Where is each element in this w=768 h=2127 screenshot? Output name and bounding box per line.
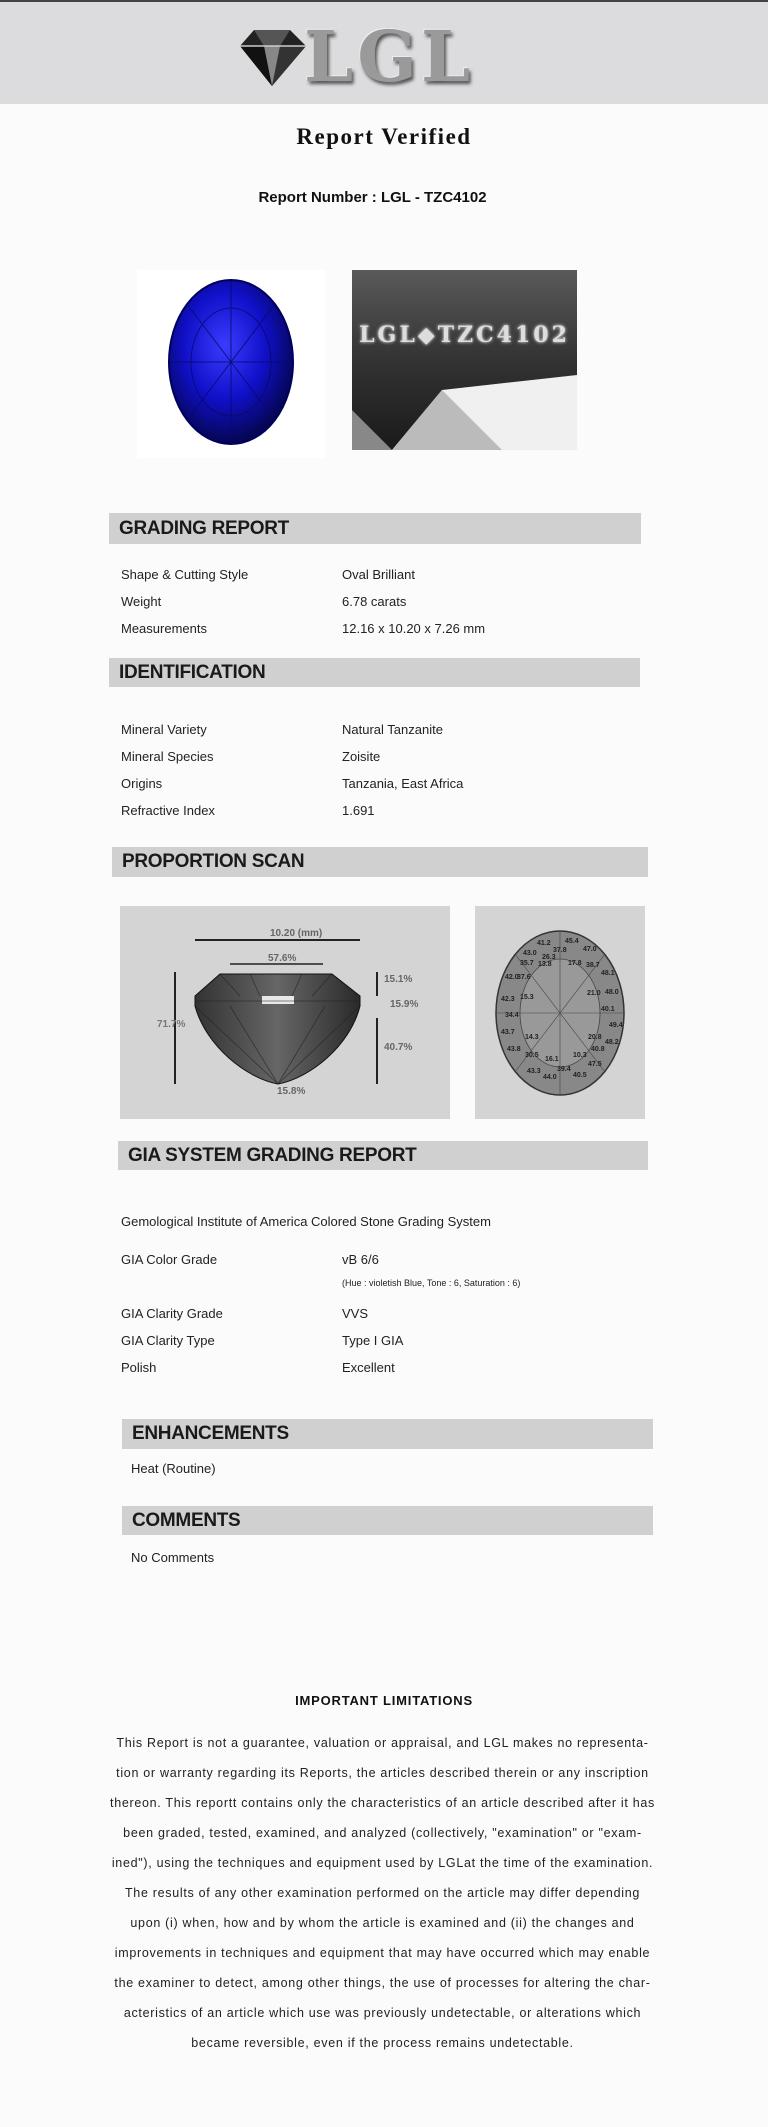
facet-value: 42.0 (505, 974, 519, 981)
gia-value: vB 6/6 (342, 1252, 379, 1267)
limitations-line: upon (i) when, how and by whom the article is examined and (ii) the changes and (130, 1916, 635, 1930)
gia-label: GIA Clarity Grade (121, 1306, 223, 1321)
limitations-line: thereon. This reportt contains only the characteristics of an article described after it has (110, 1796, 655, 1810)
gia-label: GIA Clarity Type (121, 1333, 215, 1348)
profile-total-depth: 71.7% (157, 1019, 186, 1030)
limitations-line: tion or warranty regarding its Reports, the articles described therein or any inscription (116, 1766, 649, 1780)
profile-pavilion: 40.7% (384, 1042, 413, 1053)
gemstone-photo (137, 270, 325, 458)
grading-label: Shape & Cutting Style (121, 567, 249, 582)
facet-value: 21.0 (587, 990, 601, 997)
facet-value: 38.7 (586, 962, 600, 969)
facet-value: 41.2 (537, 940, 551, 947)
facet-value: 48.2 (605, 1039, 619, 1046)
facet-value: 48.0 (605, 989, 619, 996)
proportion-scan-heading: PROPORTION SCAN (112, 847, 648, 877)
identification-label: Origins (121, 776, 163, 791)
profile-culet: 15.8% (277, 1086, 306, 1097)
facet-value: 40.5 (573, 1072, 587, 1079)
grading-value: 6.78 carats (342, 594, 407, 609)
gia-heading: GIA SYSTEM GRADING REPORT (118, 1141, 648, 1170)
identification-value: Zoisite (342, 749, 381, 764)
facet-value: 13.8 (538, 961, 552, 968)
grading-value: 12.16 x 10.20 x 7.26 mm (342, 621, 486, 636)
facet-value: 40.8 (591, 1046, 605, 1053)
limitations-line: improvements in techniques and equipment that may have occurred which may enable (114, 1946, 651, 1960)
facet-value: 43.8 (507, 1046, 521, 1053)
page-title: Report Verified (296, 124, 472, 149)
facet-value: 37.8 (553, 947, 567, 954)
grading-label: Measurements (121, 621, 207, 636)
limitations-line: became reversible, even if the process remains undetectable. (191, 2036, 574, 2050)
limitations-line: ined"), using the techniques and equipment used by LGLat the time of the examination. (111, 1856, 654, 1870)
logo-text: LGL (304, 15, 475, 98)
enhancements-value: Heat (Routine) (131, 1461, 216, 1476)
facet-value: 10.3 (573, 1052, 587, 1059)
identification-label: Mineral Species (121, 749, 214, 764)
grading-label: Weight (121, 594, 162, 609)
facet-value: 14.3 (525, 1034, 539, 1041)
facet-value: 42.3 (501, 996, 515, 1003)
facet-value: 43.3 (527, 1068, 541, 1075)
facet-value: 34.4 (505, 1012, 519, 1019)
facet-value: 35.7 (520, 960, 534, 967)
facet-value: 37.6 (517, 974, 531, 981)
profile-table: 57.6% (268, 953, 297, 964)
gia-label: GIA Color Grade (121, 1252, 218, 1267)
gia-value: VVS (342, 1306, 369, 1321)
facet-value: 44.0 (543, 1074, 557, 1081)
enhancements-heading: ENHANCEMENTS (122, 1419, 653, 1449)
grading-value: Oval Brilliant (342, 567, 415, 582)
facet-scan (475, 906, 645, 1119)
gia-label: Polish (121, 1360, 157, 1375)
facet-value: 48.1 (601, 970, 615, 977)
limitations-heading: IMPORTANT LIMITATIONS (295, 1693, 473, 1708)
report-number: Report Number : LGL - TZC4102 (258, 189, 487, 206)
facet-value: 20.8 (588, 1034, 602, 1041)
facet-value: 47.5 (588, 1061, 602, 1068)
identification-value: Natural Tanzanite (342, 722, 443, 737)
identification-heading: IDENTIFICATION (109, 658, 640, 687)
profile-scan (120, 906, 450, 1119)
gia-value: Excellent (342, 1360, 395, 1375)
limitations-line: the examiner to detect, among other things, the use of processes for altering the char- (114, 1976, 651, 1990)
facet-value: 40.1 (601, 1006, 615, 1013)
gia-system-text: Gemological Institute of America Colored Stone Grading System (121, 1214, 491, 1229)
gia-color-note: (Hue : violetish Blue, Tone : 6, Saturation : 6) (342, 1278, 521, 1288)
facet-value: 26.3 (542, 954, 556, 961)
facet-value: 16.1 (545, 1056, 559, 1063)
comments-heading: COMMENTS (122, 1506, 653, 1535)
limitations-line: acteristics of an article which use was previously undetectable, or alterations which (123, 2006, 642, 2020)
facet-value: 47.0 (583, 946, 597, 953)
facet-value: 30.5 (525, 1052, 539, 1059)
limitations-line: been graded, tested, examined, and analyzed (collectively, "examination" or "exam- (123, 1826, 642, 1840)
gia-value: Type I GIA (342, 1333, 404, 1348)
facet-value: 45.4 (565, 938, 579, 945)
identification-label: Refractive Index (121, 803, 215, 818)
identification-value: 1.691 (342, 803, 375, 818)
diamond-icon (232, 24, 312, 94)
facet-value: 15.3 (520, 994, 534, 1001)
header-banner (0, 2, 768, 104)
limitations-line: The results of any other examination performed on the article may differ depending (124, 1886, 641, 1900)
facet-value: 49.4 (609, 1022, 623, 1029)
facet-value: 43.7 (501, 1029, 515, 1036)
profile-crown: 15.1% (384, 974, 413, 985)
lgl-logo (232, 15, 492, 98)
identification-label: Mineral Variety (121, 722, 207, 737)
inscription-photo (352, 270, 577, 450)
facet-value: 43.0 (523, 950, 537, 957)
facet-value: 39.4 (557, 1066, 571, 1073)
profile-width: 10.20 (mm) (270, 928, 323, 939)
identification-value: Tanzania, East Africa (342, 776, 464, 791)
facet-value: 17.8 (568, 960, 582, 967)
limitations-line: This Report is not a guarantee, valuation or appraisal, and LGL makes no representa- (116, 1736, 649, 1750)
inscription-text: LGL◆TZC4102 (359, 322, 570, 348)
grading-report-heading: GRADING REPORT (109, 513, 641, 544)
profile-girdle: 15.9% (390, 999, 419, 1010)
comments-value: No Comments (131, 1550, 215, 1565)
